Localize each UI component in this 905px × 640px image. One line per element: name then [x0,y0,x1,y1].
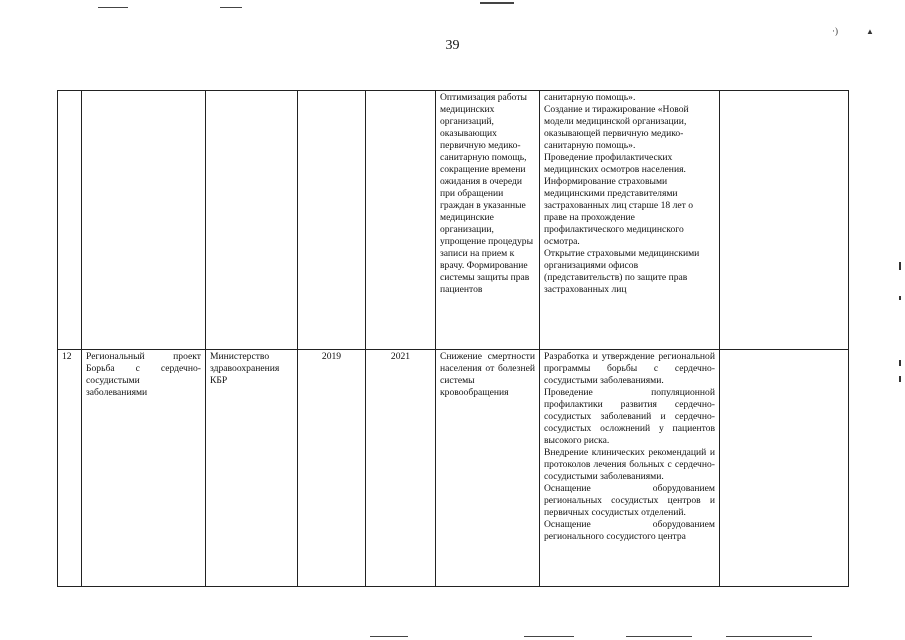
scan-artifact-line [726,636,812,637]
plan-table [57,90,849,587]
end-year-cell [366,91,436,350]
expected-result-cell: Оптимизация работы медицинских организаций, оказывающих первичную медико-санитарную помощь, сокращение времени ожидания в очереди при обращении граждан в указанные медицинские организации, упрощение процедуры записи на прием к врачу. Формирование системы защиты прав пациентов [436,91,540,350]
executor-cell: Министерство здравоохранения КБР [206,350,298,587]
scan-artifact-line [524,636,574,637]
table-row [58,91,849,350]
end-year-cell: 2021 [366,350,436,587]
start-year-cell [298,91,366,350]
note-cell [720,350,849,587]
activity-item: Внедрение клинических рекомендаций и протоколов лечения больных с сердечно-сосудистыми заболеваниями. [544,447,715,482]
scan-artifact-mark [899,376,901,382]
project-cell [82,91,206,350]
row-number-cell: 12 [58,350,82,587]
corner-mark: ·) [832,26,838,36]
row-number-cell [58,91,82,350]
activities-cell [540,350,720,587]
project-cell: Региональный проект Борьба с сердечно-сосудистыми заболеваниями [82,350,206,587]
activity-item: Оснащение оборудованием регионального сосудистого центра [544,519,715,542]
scan-artifact-mark [899,360,901,366]
activity-item: Открытие страховыми медицинскими организациями офисов (представительств) по защите прав застрахованных лиц [544,248,700,295]
page-number: 39 [445,38,460,53]
activity-item: Проведение профилактических медицинских осмотров населения. [544,152,686,175]
activity-item: Проведение популяционной профилактики развития сердечно-сосудистых заболеваний и сердечно-сосудистых осложнений у пациентов высокого риска. [544,387,715,446]
activities-cell [540,91,720,350]
activity-item: Информирование страховыми медицинскими представителями застрахованных лиц старше 18 лет о праве на прохождение профилактического медицинского осмотра. [544,176,694,247]
expected-result-cell: Снижение смертности населения от болезней системы кровообращения [436,350,540,587]
corner-mark: ▲ [866,27,874,36]
activity-item: Оснащение оборудованием региональных сосудистых центров и первичных сосудистых отделений. [544,483,715,518]
activity-item: Разработка и утверждение региональной программы борьбы с сердечно-сосудистыми заболеваниями. [544,351,715,386]
scan-artifact-line [480,2,514,4]
scan-artifact-mark [899,262,901,270]
note-cell [720,91,849,350]
scan-artifact-line [220,7,242,8]
executor-cell [206,91,298,350]
scan-artifact-line [98,7,128,8]
start-year-cell: 2019 [298,350,366,587]
scan-artifact-line [370,636,408,637]
scan-artifact-line [626,636,692,637]
activity-item: Создание и тиражирование «Новой модели медицинской организации, оказывающей первичную медико-санитарную помощь». [544,104,689,151]
activity-item: санитарную помощь». [544,92,636,103]
scan-artifact-mark [899,296,901,300]
table-row [58,350,849,587]
